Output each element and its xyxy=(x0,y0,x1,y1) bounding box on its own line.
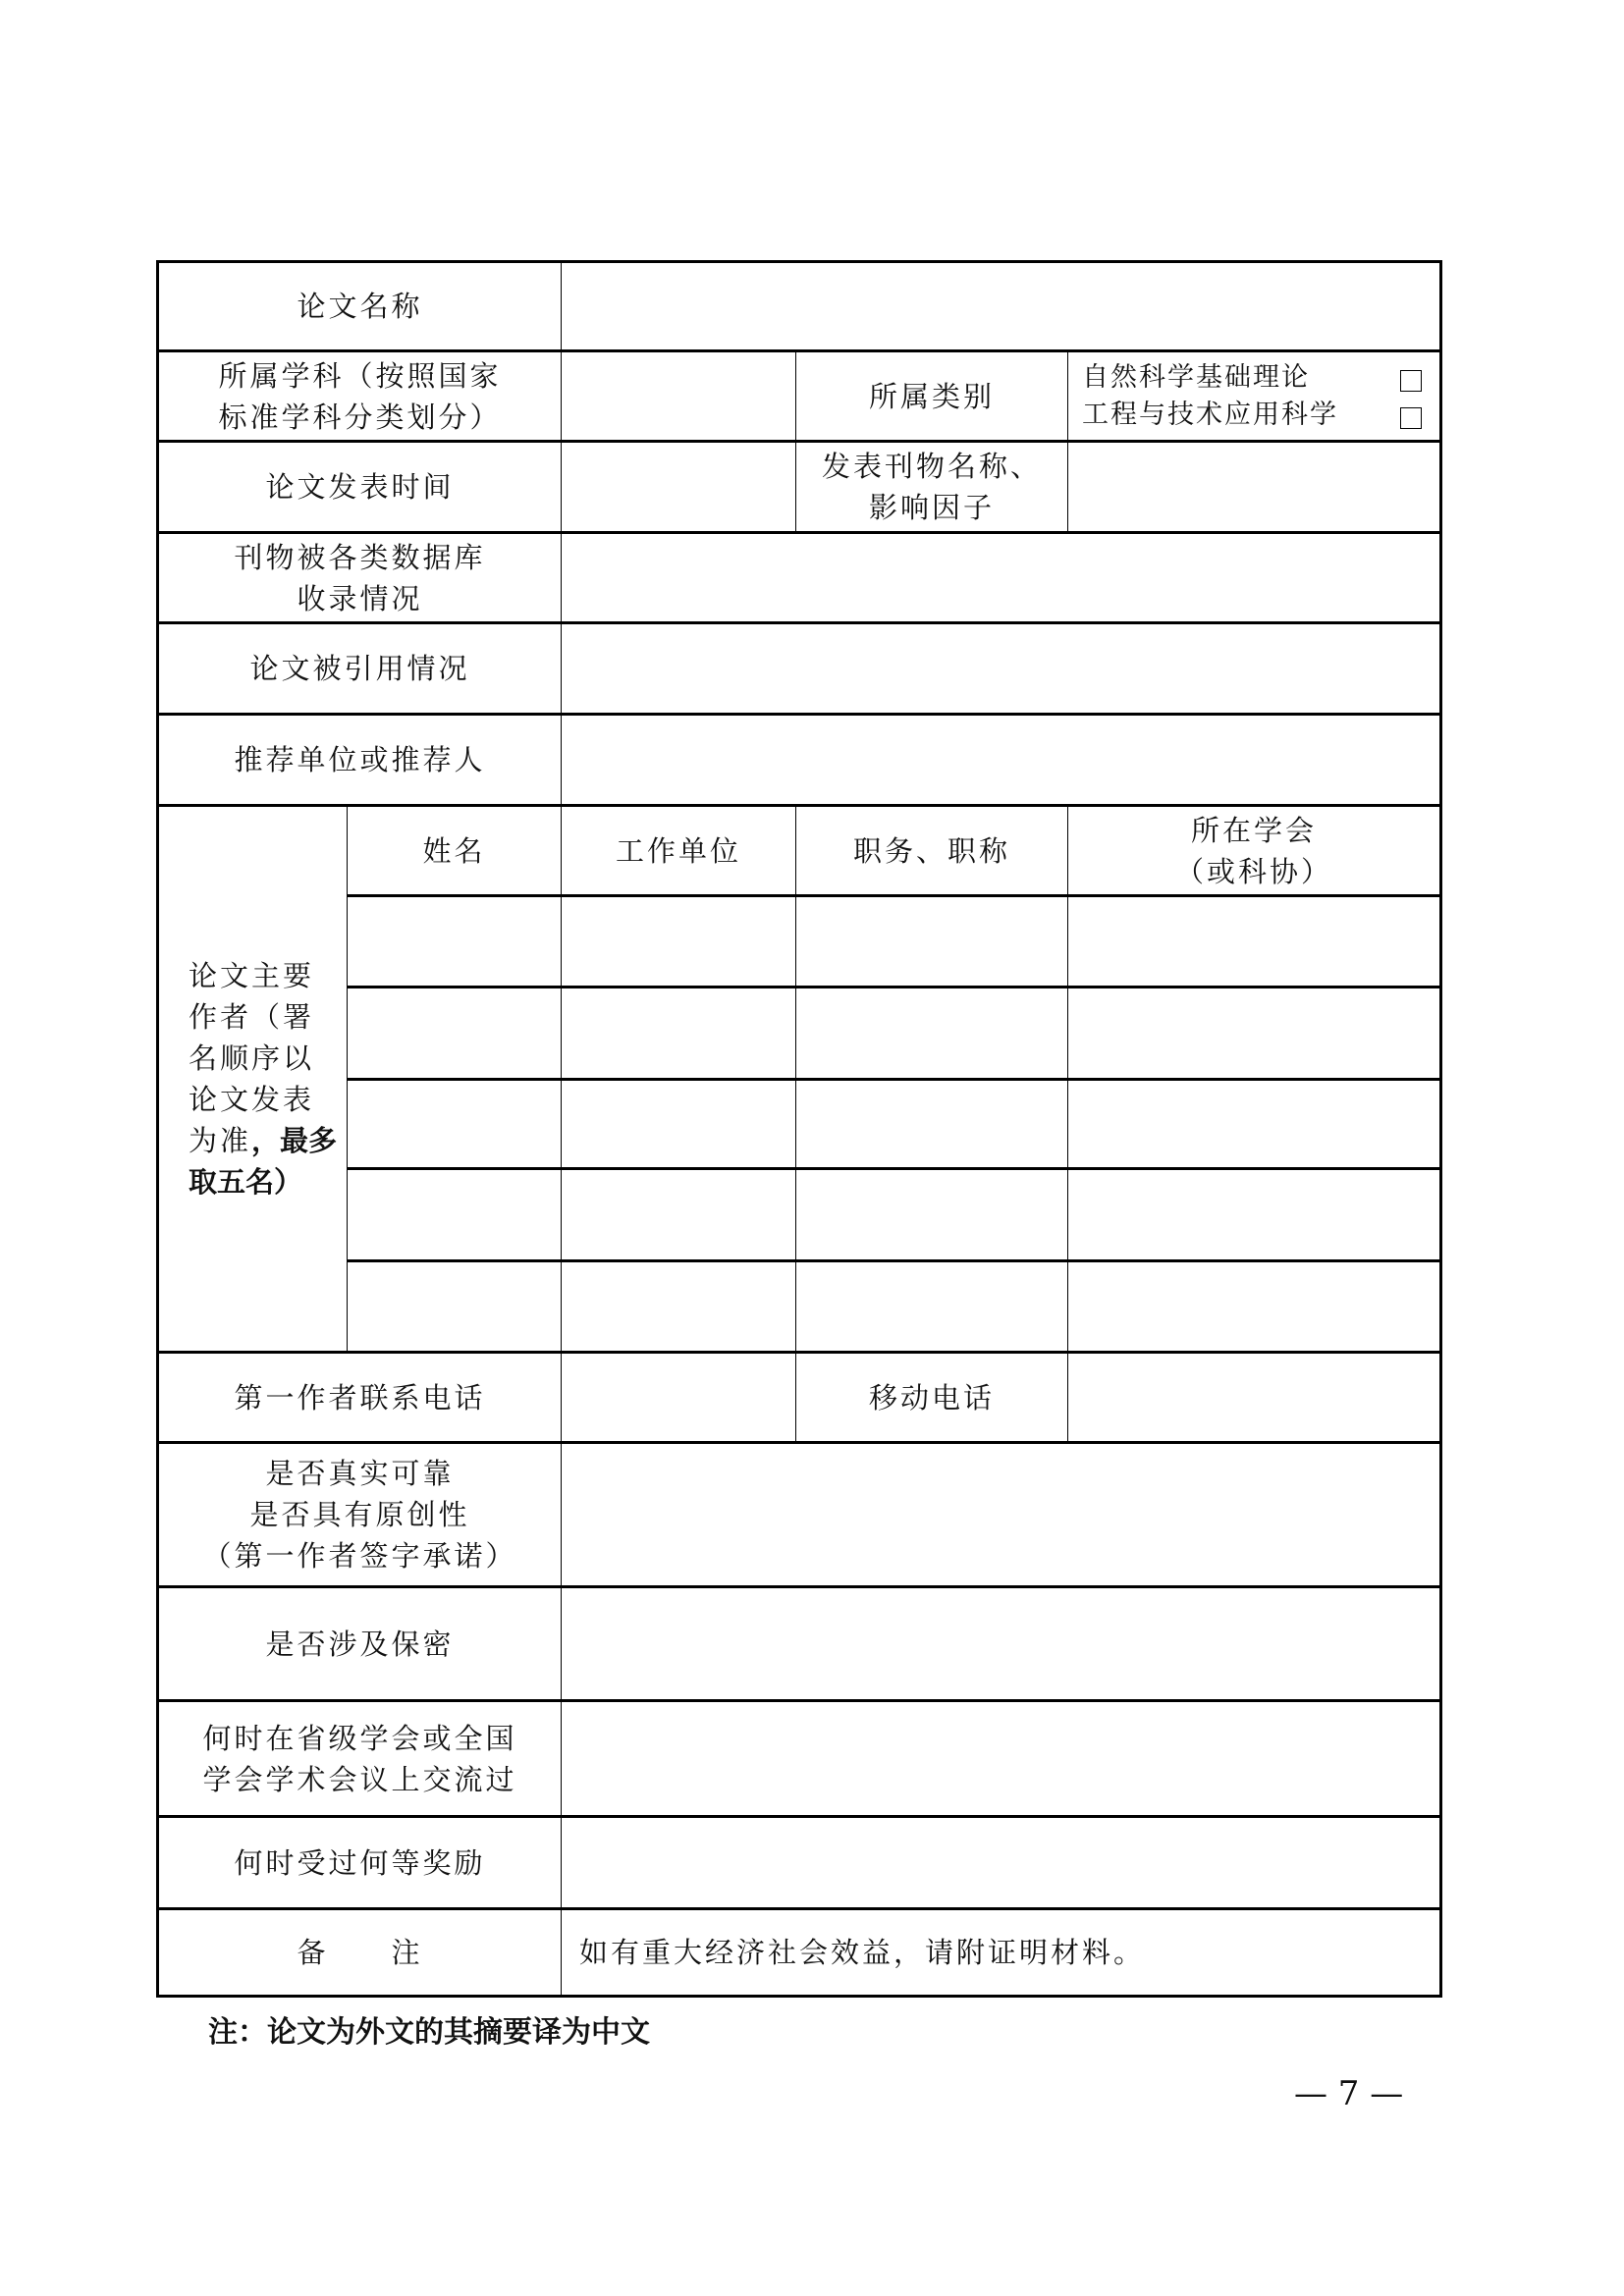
checkbox-icon[interactable] xyxy=(1400,407,1422,429)
author-employer-cell[interactable] xyxy=(561,894,796,987)
label-line: 名顺序以 xyxy=(189,1041,315,1075)
authenticity-signature-field[interactable] xyxy=(561,1441,1442,1586)
author-name-cell[interactable] xyxy=(347,986,562,1079)
label-line: 影响因子 xyxy=(868,491,995,524)
author-society-cell[interactable] xyxy=(1067,1078,1442,1168)
phone-field[interactable] xyxy=(561,1351,796,1442)
indexing-field[interactable] xyxy=(561,531,1442,622)
label-line: （第一作者签字承诺） xyxy=(202,1539,517,1573)
label-line: （或科协） xyxy=(1174,854,1332,888)
journal-label xyxy=(795,440,1068,532)
citation-field[interactable] xyxy=(561,621,1442,714)
label-bold-text: ，最多 xyxy=(251,1124,338,1157)
author-society-cell[interactable] xyxy=(1067,986,1442,1079)
author-employer-cell[interactable] xyxy=(561,1167,796,1260)
author-employer-cell[interactable] xyxy=(561,986,796,1079)
exchange-field[interactable] xyxy=(561,1699,1442,1816)
label-text: 推荐单位或推荐人 xyxy=(234,743,486,776)
label-text: 论文发表时间 xyxy=(265,470,455,504)
label-text: 何时受过何等奖励 xyxy=(234,1845,486,1880)
footnote: 注：论文为外文的其摘要译为中文 xyxy=(208,2015,650,2050)
label-text: 职务、职称 xyxy=(852,833,1010,868)
page-number: — 7 — xyxy=(1294,2074,1404,2113)
author-society-cell[interactable] xyxy=(1067,1167,1442,1260)
indexing-label xyxy=(156,531,562,622)
author-title-cell[interactable] xyxy=(795,894,1068,987)
author-society-cell[interactable] xyxy=(1067,1259,1442,1352)
checkbox-icon[interactable] xyxy=(1400,370,1422,392)
label-line: 论文主要 xyxy=(189,959,315,992)
label-line xyxy=(189,1120,337,1161)
publish-time-label xyxy=(156,440,562,532)
label-line: 学会学术会议上交流过 xyxy=(202,1762,517,1796)
author-name-cell[interactable] xyxy=(347,1167,562,1260)
recommender-label xyxy=(156,713,562,805)
author-title-cell[interactable] xyxy=(795,1259,1068,1352)
author-title-cell[interactable] xyxy=(795,1078,1068,1168)
category-label xyxy=(795,349,1068,441)
column-header-title xyxy=(795,804,1068,895)
label-text: 姓名 xyxy=(422,833,486,868)
phone-label xyxy=(156,1351,562,1442)
label-line: 收录情况 xyxy=(297,581,423,615)
remarks-text: 如有重大经济社会效益，请附证明材料。 xyxy=(579,1936,1146,1969)
award-field[interactable] xyxy=(561,1815,1442,1908)
label-bold-text: 取五名） xyxy=(189,1165,303,1199)
author-society-cell[interactable] xyxy=(1067,894,1442,987)
label-text: 备 注 xyxy=(297,1936,423,1969)
option-label: 自然科学基础理论 xyxy=(1082,361,1310,393)
label-text: 为准 xyxy=(189,1124,252,1157)
secrecy-label xyxy=(156,1585,562,1700)
label-line: 刊物被各类数据库 xyxy=(234,540,486,574)
citation-label xyxy=(156,621,562,714)
publish-time-field[interactable] xyxy=(561,440,796,532)
label-text: 工作单位 xyxy=(615,833,741,868)
author-name-cell[interactable] xyxy=(347,1259,562,1352)
journal-field[interactable] xyxy=(1067,440,1442,532)
column-header-employer xyxy=(561,804,796,895)
discipline-label xyxy=(156,349,562,441)
secrecy-field[interactable] xyxy=(561,1585,1442,1700)
label-text: 论文名称 xyxy=(297,290,423,323)
label-text: 是否涉及保密 xyxy=(265,1627,455,1661)
label-line: 是否真实可靠 xyxy=(265,1457,455,1490)
label-line: 标准学科分类划分） xyxy=(218,400,502,434)
mobile-label xyxy=(795,1351,1068,1442)
column-header-society xyxy=(1067,804,1442,895)
discipline-field[interactable] xyxy=(561,349,796,441)
remarks-label xyxy=(156,1907,562,1998)
award-label xyxy=(156,1815,562,1908)
author-employer-cell[interactable] xyxy=(561,1078,796,1168)
option-label: 工程与技术应用科学 xyxy=(1082,399,1338,430)
label-text: 论文被引用情况 xyxy=(249,652,470,685)
label-line: 发表刊物名称、 xyxy=(821,450,1042,483)
label-text: 所属类别 xyxy=(868,379,995,413)
exchange-label xyxy=(156,1699,562,1816)
column-header-name xyxy=(347,804,562,895)
label-line: 所在学会 xyxy=(1190,813,1317,847)
paper-title-label xyxy=(156,260,562,350)
author-employer-cell[interactable] xyxy=(561,1259,796,1352)
authors-label xyxy=(156,804,348,1352)
author-title-cell[interactable] xyxy=(795,986,1068,1079)
author-name-cell[interactable] xyxy=(347,1078,562,1168)
paper-title-field[interactable] xyxy=(561,260,1442,350)
category-options xyxy=(1067,349,1442,441)
label-line: 是否具有原创性 xyxy=(249,1498,470,1531)
author-title-cell[interactable] xyxy=(795,1167,1068,1260)
category-option-engineering[interactable] xyxy=(1068,397,1439,434)
label-line: 作者（署 xyxy=(189,1000,315,1034)
category-option-natural-science[interactable] xyxy=(1068,359,1439,397)
label-text: 第一作者联系电话 xyxy=(234,1380,486,1415)
label-line: 所属学科（按照国家 xyxy=(218,358,502,393)
label-line: 何时在省级学会或全国 xyxy=(202,1721,517,1755)
label-line: 论文发表 xyxy=(189,1083,315,1116)
label-text: 移动电话 xyxy=(868,1380,995,1415)
author-name-cell[interactable] xyxy=(347,894,562,987)
authenticity-label xyxy=(156,1441,562,1586)
mobile-field[interactable] xyxy=(1067,1351,1442,1442)
recommender-field[interactable] xyxy=(561,713,1442,805)
remarks-field[interactable] xyxy=(561,1907,1442,1998)
